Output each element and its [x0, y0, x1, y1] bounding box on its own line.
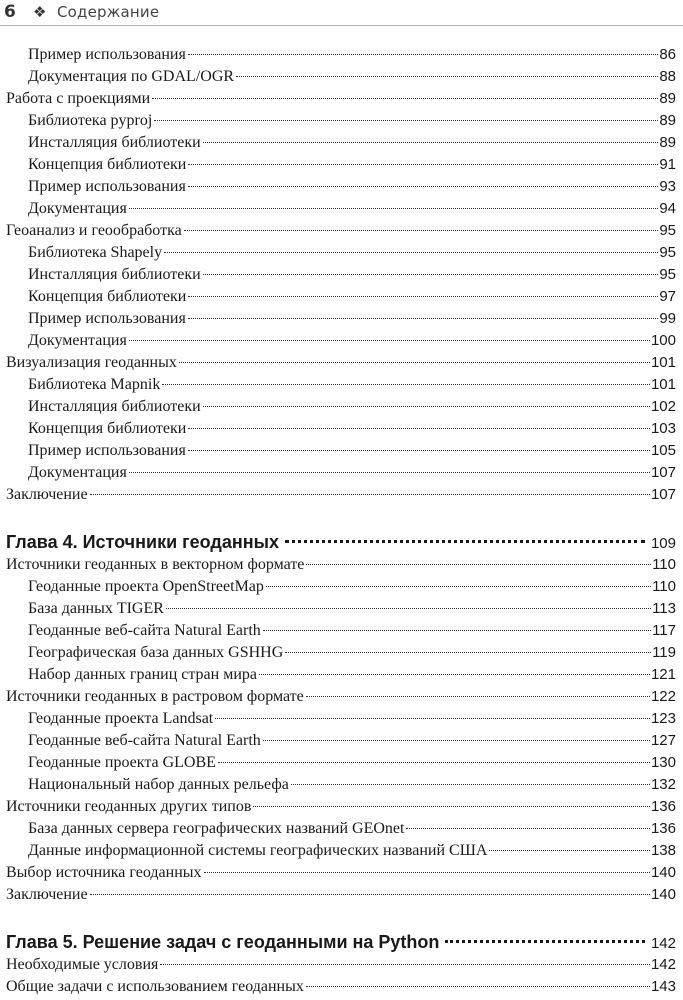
dot-leader: [90, 894, 650, 895]
toc-entry-page: 107: [650, 464, 676, 481]
dot-leader: [152, 98, 658, 99]
toc-entry-page: 89: [659, 90, 676, 107]
toc-entry-page: 127: [650, 732, 676, 749]
toc-entry-page: 95: [659, 222, 676, 239]
toc-chapter: [6, 530, 676, 554]
toc-entry-page: 122: [650, 688, 676, 705]
toc-entry-page: 140: [650, 864, 676, 881]
toc-subsection: [28, 154, 676, 176]
toc-entry-page: 113: [652, 600, 676, 617]
toc-section: [6, 88, 676, 110]
page-number: 6: [4, 2, 16, 22]
toc-entry-title: Документация: [28, 464, 127, 481]
toc-entry-page: 140: [650, 886, 676, 903]
toc-subsection: [28, 330, 676, 352]
dot-leader: [306, 564, 651, 565]
dot-leader: [266, 586, 651, 587]
toc-entry-page: 132: [650, 776, 676, 793]
dot-leader: [215, 718, 650, 719]
toc-entry-title: База данных сервера географических названий GEOnet: [28, 820, 405, 837]
toc-subsection: [28, 752, 676, 774]
toc-entry-title: Национальный набор данных рельефа: [28, 776, 289, 793]
dot-leader: [445, 940, 645, 943]
toc-entry-page: 89: [659, 112, 676, 129]
toc-entry-page: 110: [652, 578, 676, 595]
toc-entry-title: Общие задачи с использованием геоданных: [6, 978, 304, 995]
dot-leader: [188, 450, 650, 451]
dot-leader: [285, 652, 651, 653]
dot-leader: [203, 142, 659, 143]
toc-subsection: [28, 708, 676, 730]
toc-entry-title: Данные информационной системы географических названий США: [28, 842, 488, 859]
dot-leader: [188, 318, 659, 319]
toc-subsection: [28, 286, 676, 308]
toc-entry-title: Геоданные проекта GLOBE: [28, 754, 216, 771]
toc-section: [6, 554, 676, 576]
toc-entry-page: 109: [650, 535, 676, 552]
toc-entry-title: Концепция библиотеки: [28, 156, 187, 173]
toc-entry-title: Инсталляция библиотеки: [28, 398, 201, 415]
dot-leader: [203, 274, 659, 275]
toc-entry-title: Заключение: [6, 886, 88, 903]
dot-leader: [285, 540, 645, 543]
toc-entry-title: Библиотека Shapely: [28, 244, 163, 261]
toc-entry-title: Источники геоданных в векторном формате: [6, 556, 305, 573]
dot-leader: [129, 472, 650, 473]
toc-subsection: [28, 598, 676, 620]
toc-entry-page: 88: [659, 68, 676, 85]
dot-leader: [291, 784, 650, 785]
dot-leader: [489, 850, 650, 851]
toc-entry-title: Пример использования: [28, 310, 186, 327]
toc-entry-title: База данных TIGER: [28, 600, 164, 617]
toc-subsection: [28, 818, 676, 840]
toc-entry-page: 94: [659, 200, 676, 217]
toc-entry-page: 121: [650, 666, 676, 683]
toc-subsection: [28, 840, 676, 862]
dot-leader: [188, 296, 658, 297]
toc-entry-title: Документация: [28, 332, 127, 349]
dot-leader: [259, 674, 650, 675]
toc-subsection: [28, 242, 676, 264]
dot-leader: [179, 362, 650, 363]
toc-entry-page: 97: [659, 288, 676, 305]
dot-leader: [218, 762, 650, 763]
toc-entry-title: Библиотека pyproj: [28, 112, 153, 129]
toc-entry-page: 91: [659, 156, 676, 173]
toc-entry-page: 117: [652, 622, 676, 639]
toc-section: [6, 862, 676, 884]
toc-entry-title: Документация: [28, 200, 127, 217]
toc-entry-page: 123: [650, 710, 676, 727]
toc-entry-title: Концепция библиотеки: [28, 420, 187, 437]
dot-leader: [306, 696, 650, 697]
toc-entry-page: 142: [650, 956, 676, 973]
toc-section: [6, 954, 676, 976]
toc-entry-title: Геоданные проекта OpenStreetMap: [28, 578, 264, 595]
toc-entry-page: 143: [650, 978, 676, 995]
toc-subsection: [28, 620, 676, 642]
toc-entry-page: 86: [659, 46, 676, 63]
toc-entry-title: Пример использования: [28, 46, 186, 63]
toc-entry-page: 89: [659, 134, 676, 151]
dot-leader: [129, 340, 650, 341]
dot-leader: [253, 806, 650, 807]
toc-entry-title: Геоданные веб-сайта Natural Earth: [28, 732, 261, 749]
toc-subsection: [28, 374, 676, 396]
header-title: Содержание: [57, 3, 160, 21]
toc-subsection: [28, 110, 676, 132]
toc-entry-page: 100: [650, 332, 676, 349]
header-rule: [0, 25, 683, 26]
dot-leader: [204, 872, 650, 873]
toc-entry-page: 99: [659, 310, 676, 327]
running-header: [0, 0, 683, 26]
toc-entry-page: 93: [659, 178, 676, 195]
toc-section: [6, 686, 676, 708]
toc-section: [6, 976, 676, 998]
toc-subsection: [28, 132, 676, 154]
toc-entry-title: Документация по GDAL/OGR: [28, 68, 235, 85]
toc-entry-title: Библиотека Mapnik: [28, 376, 161, 393]
toc-entry-title: Пример использования: [28, 442, 186, 459]
toc-entry-title: Геоанализ и геообработка: [6, 222, 182, 239]
toc-entry-title: Источники геоданных других типов: [6, 798, 252, 815]
toc-entry-title: Геоданные веб-сайта Natural Earth: [28, 622, 261, 639]
toc-subsection: [28, 264, 676, 286]
dot-leader: [188, 164, 658, 165]
toc-entry-page: 130: [650, 754, 676, 771]
toc-section: [6, 884, 676, 906]
toc-section: [6, 220, 676, 242]
toc-subsection: [28, 396, 676, 418]
toc-entry-title: Визуализация геоданных: [6, 354, 177, 371]
toc-entry-page: 95: [659, 266, 676, 283]
toc-entry-page: 110: [652, 556, 676, 573]
toc-subsection: [28, 774, 676, 796]
toc-subsection: [28, 440, 676, 462]
dot-leader: [129, 208, 659, 209]
toc-entry-title: Работа с проекциями: [6, 90, 151, 107]
toc-entry-title: Концепция библиотеки: [28, 288, 187, 305]
dot-leader: [188, 54, 659, 55]
toc-entry-title: Инсталляция библиотеки: [28, 134, 201, 151]
dot-leader: [160, 964, 650, 965]
dot-leader: [166, 608, 651, 609]
toc-subsection: [28, 198, 676, 220]
toc-entry-page: 142: [650, 935, 676, 952]
toc-section: [6, 352, 676, 374]
toc-entry-page: 102: [650, 398, 676, 415]
toc-entry-title: Глава 5. Решение задач с геоданными на Python: [6, 932, 440, 952]
toc-entry-title: Источники геоданных в растровом формате: [6, 688, 304, 705]
toc-entry-title: Заключение: [6, 486, 88, 503]
toc-entry-page: 101: [650, 354, 676, 371]
toc-entry-title: Географическая база данных GSHHG: [28, 644, 284, 661]
toc-section: [6, 484, 676, 506]
dot-leader: [184, 230, 659, 231]
toc-subsection: [28, 730, 676, 752]
toc-subsection: [28, 462, 676, 484]
toc-entry-title: Набор данных границ стран мира: [28, 666, 258, 683]
toc-entry-page: 95: [659, 244, 676, 261]
dot-leader: [164, 252, 658, 253]
dot-leader: [306, 986, 650, 987]
toc-entry-page: 101: [650, 376, 676, 393]
dot-leader: [188, 186, 659, 187]
toc-entry-title: Глава 4. Источники геоданных: [6, 532, 279, 552]
dot-leader: [154, 120, 658, 121]
toc-subsection: [28, 66, 676, 88]
toc-entry-title: Пример использования: [28, 178, 186, 195]
dot-leader: [406, 828, 650, 829]
toc-chapter: [6, 930, 676, 954]
toc-section: [6, 796, 676, 818]
ornament-icon: ❖: [33, 3, 47, 21]
toc-subsection: [28, 664, 676, 686]
toc-entry-title: Геоданные проекта Landsat: [28, 710, 214, 727]
dot-leader: [263, 630, 651, 631]
dot-leader: [162, 384, 650, 385]
toc-entry-page: 107: [650, 486, 676, 503]
dot-leader: [263, 740, 650, 741]
toc-subsection: [28, 308, 676, 330]
dot-leader: [236, 76, 658, 77]
toc-entry-page: 136: [650, 798, 676, 815]
toc-entry-page: 136: [650, 820, 676, 837]
toc-subsection: [28, 576, 676, 598]
dot-leader: [90, 494, 650, 495]
toc-subsection: [28, 176, 676, 198]
toc-entry-page: 105: [650, 442, 676, 459]
toc-subsection: [28, 418, 676, 440]
toc-entry-title: Инсталляция библиотеки: [28, 266, 201, 283]
toc-entry-page: 119: [652, 644, 676, 661]
toc-entry-page: 138: [650, 842, 676, 859]
dot-leader: [203, 406, 650, 407]
toc-entry-title: Необходимые условия: [6, 956, 159, 973]
toc-entry-page: 103: [650, 420, 676, 437]
toc-subsection: [28, 642, 676, 664]
dot-leader: [188, 428, 650, 429]
toc-subsection: [28, 44, 676, 66]
toc-entry-title: Выбор источника геоданных: [6, 864, 202, 881]
